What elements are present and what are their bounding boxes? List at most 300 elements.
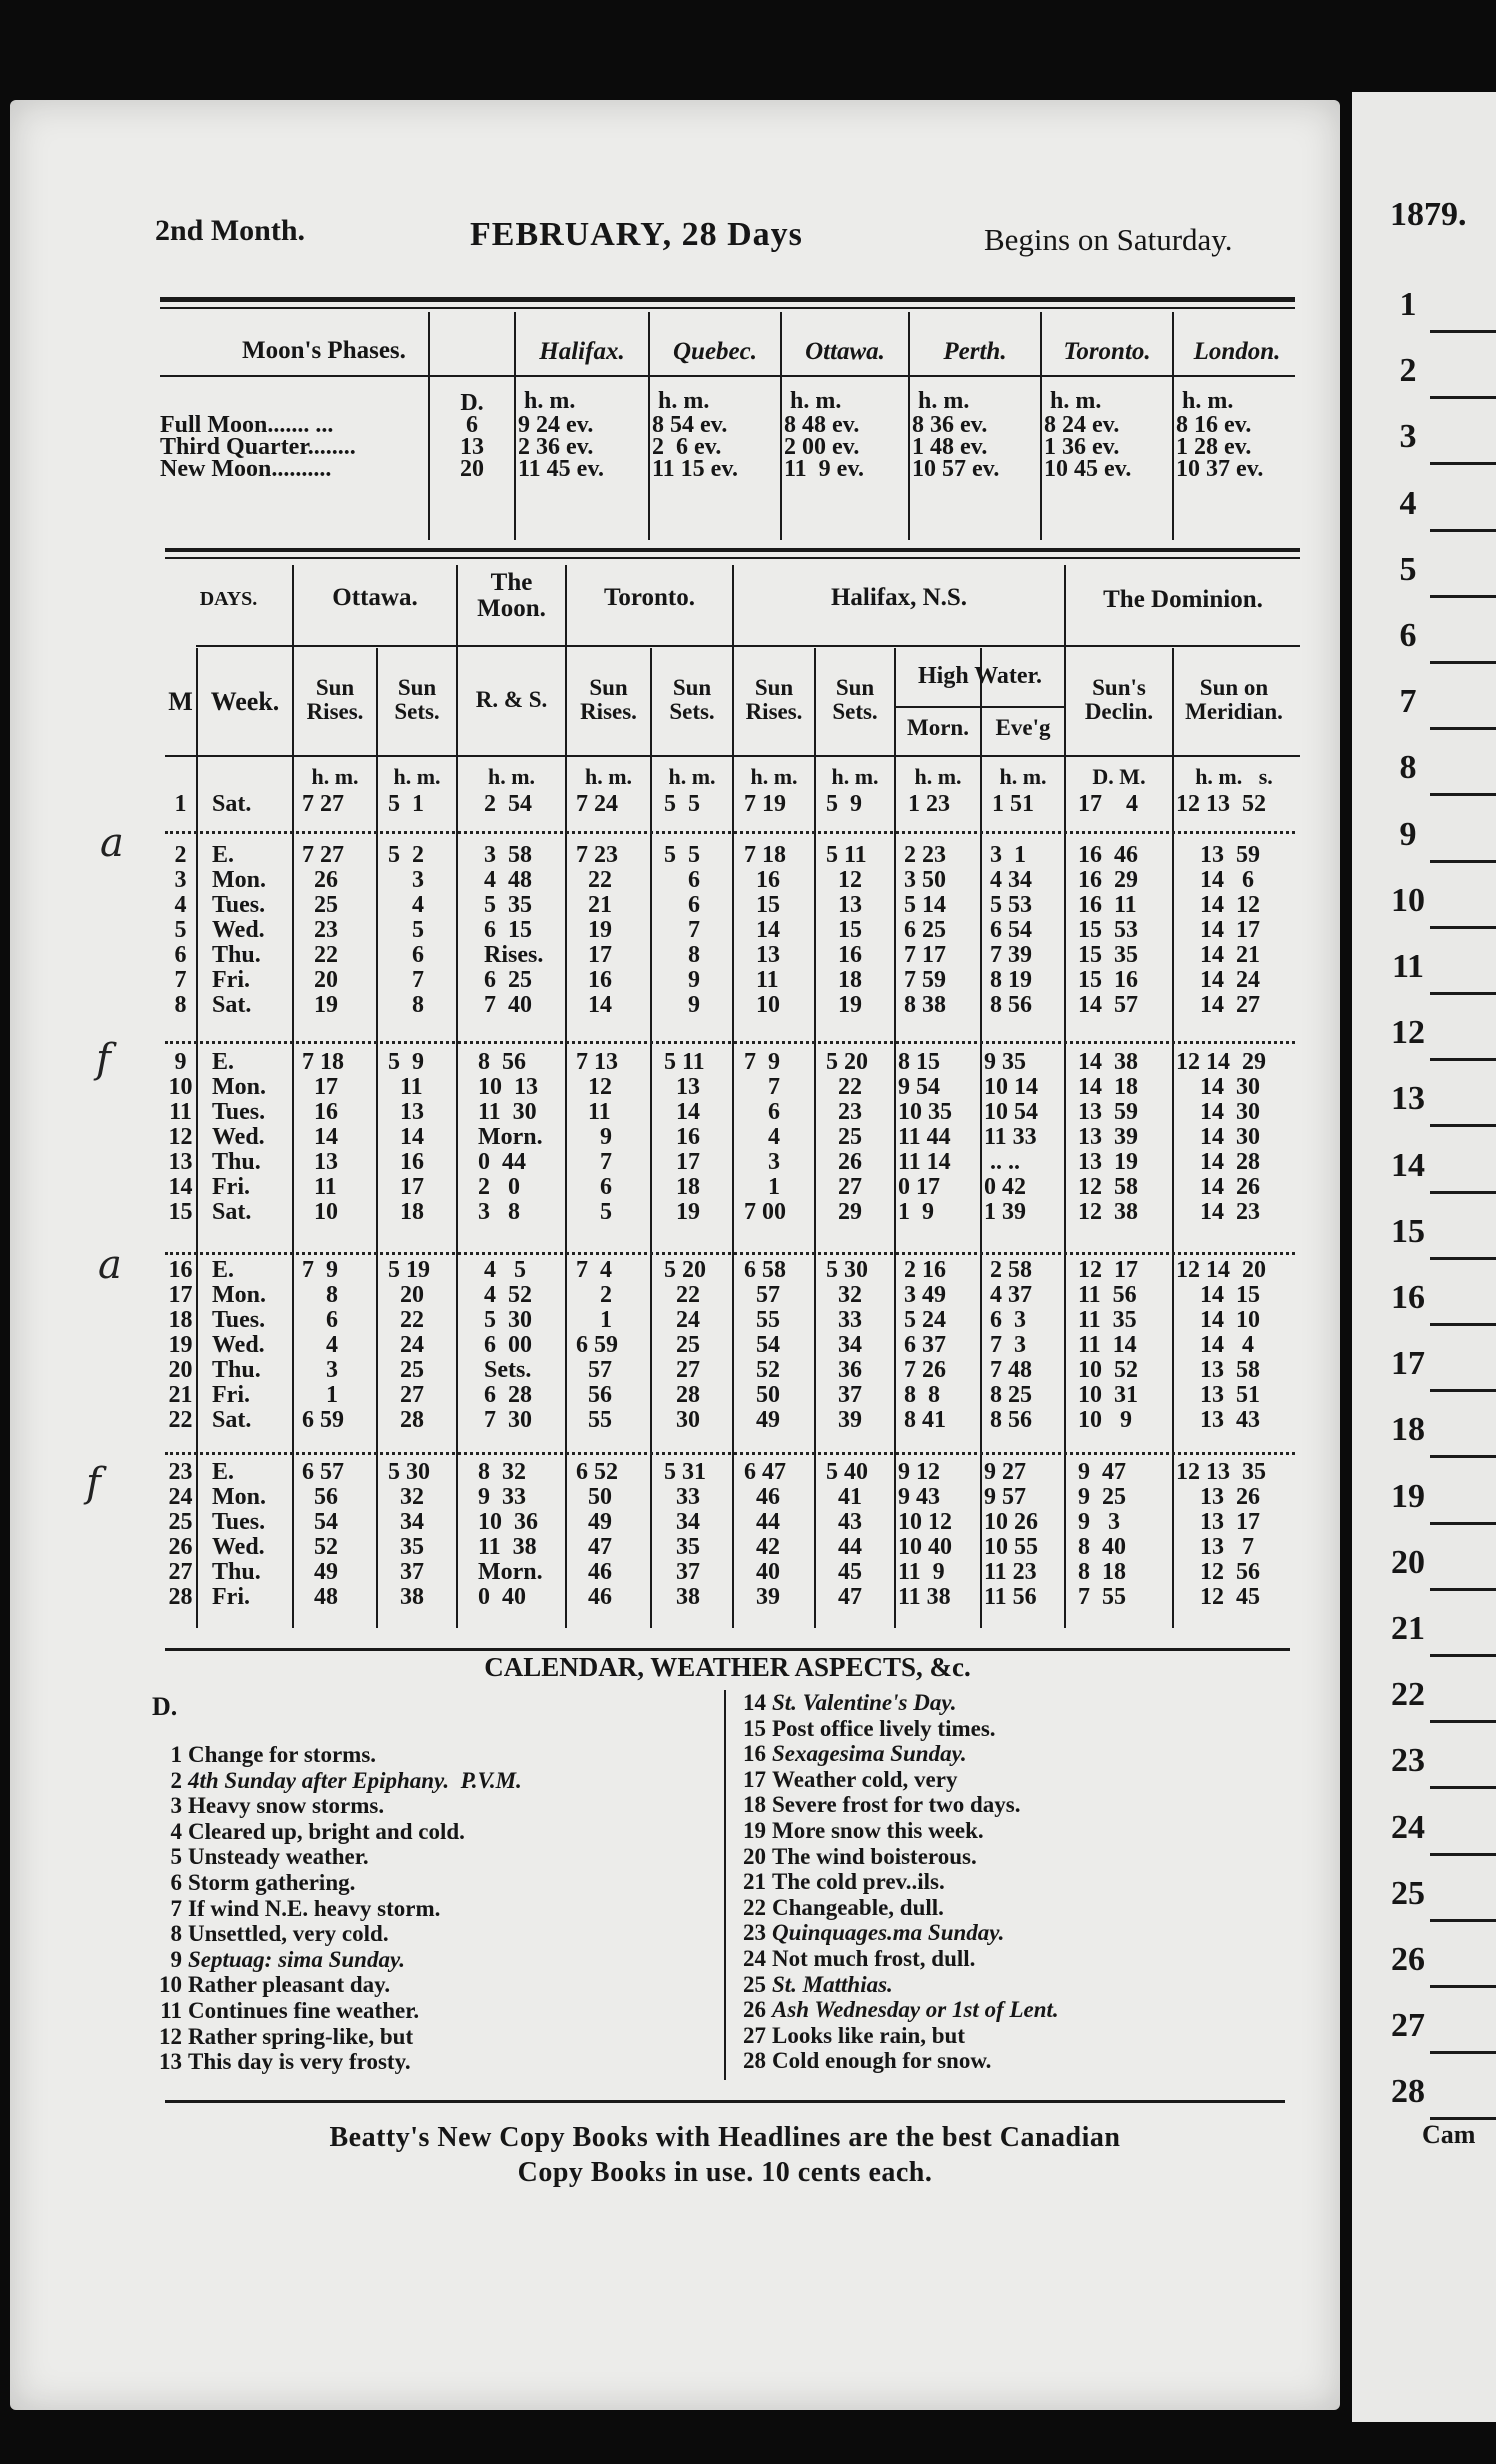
- calendar-entry: [736, 1895, 1296, 1921]
- calendar-entry: [152, 1921, 717, 1947]
- cell-tor-sets: 5 20 22 24 25 27 28 30: [664, 1257, 706, 1433]
- cell-ott-rises: 7 9 8 6 4 3 1 6 59: [302, 1257, 344, 1433]
- cell-declination: 9 47 9 25 9 3 8 40 8 18 7 55: [1078, 1459, 1126, 1610]
- phase-time: 8 36 ev.: [912, 412, 988, 438]
- month-label: 2nd Month.: [155, 214, 306, 247]
- col-m: M: [168, 687, 193, 716]
- facing-day-number: 23: [1391, 1742, 1425, 1780]
- calendar-day: 2: [170, 1767, 182, 1793]
- calendar-text: Weather cold, very: [772, 1766, 958, 1792]
- phase-city: Ottawa.: [805, 338, 885, 365]
- phase-time: 8 48 ev.: [784, 412, 860, 438]
- cell-hw-eveg: 9 35 10 14 10 54 11 33 .. .. 0 42 1 39: [984, 1049, 1038, 1225]
- facing-day-number: 1: [1399, 286, 1417, 323]
- day-unit: D.: [460, 390, 484, 416]
- calendar-day: 5: [170, 1844, 182, 1870]
- calendar-day: 6: [170, 1869, 182, 1895]
- unit: h. m.: [393, 764, 441, 789]
- cell-hw-morn: 2 16 3 49 5 24 6 37 7 26 8 8 8 41: [904, 1257, 946, 1433]
- cell-tor-rises: 7 24: [576, 791, 618, 817]
- unit: h. m. s.: [1195, 764, 1273, 789]
- facing-day-number: 2: [1399, 352, 1417, 390]
- phase-city: Perth.: [943, 338, 1007, 365]
- calendar-day: 23: [743, 1920, 766, 1946]
- phase-unit: h. m.: [918, 388, 970, 414]
- cell-day: 9 10 11 12 13 14 15: [168, 1049, 193, 1225]
- calendar-entry: [736, 2048, 1296, 2074]
- group-ottawa: Ottawa.: [332, 584, 418, 611]
- facing-rule: [1430, 1720, 1496, 1723]
- cell-moon: 2 54: [484, 791, 532, 817]
- phase-city: Quebec.: [673, 338, 757, 365]
- facing-rule: [1430, 992, 1496, 995]
- col-moon-rs: R. & S.: [475, 687, 548, 712]
- facing-rule: [1430, 1389, 1496, 1392]
- calendar-entry: [152, 1768, 717, 1794]
- cell-day: 23 24 25 26 27 28: [168, 1459, 193, 1610]
- calendar-entry: [736, 1818, 1296, 1844]
- facing-day-number: 27: [1391, 2007, 1425, 2045]
- col-hal-rises: Sun Rises.: [745, 675, 803, 724]
- facing-day-number: 8: [1399, 749, 1417, 787]
- phase-time: 8 16 ev.: [1176, 412, 1252, 438]
- facing-day-number: 26: [1391, 1941, 1425, 1978]
- cell-hw-morn: 8 15 9 54 10 35 11 44 11 14 0 17 1 9: [898, 1049, 952, 1225]
- rule: [165, 2100, 1285, 2103]
- facing-day-number: 16: [1391, 1279, 1425, 1316]
- group-dominion: The Dominion.: [1103, 586, 1263, 613]
- calendar-text: Quinquages.ma Sunday.: [772, 1920, 1005, 1946]
- cell-day: 2 3 4 5 6 7 8: [174, 842, 187, 1018]
- unit: h. m.: [914, 764, 962, 789]
- group-days: DAYS.: [199, 588, 258, 610]
- facing-rule: [1430, 1124, 1496, 1127]
- facing-footer: Cam: [1422, 2120, 1476, 2149]
- calendar-day: 12: [159, 2023, 182, 2049]
- phase-time: 1 28 ev.: [1176, 434, 1252, 460]
- cell-meridian: 13 59 14 6 14 12 14 17 14 21 14 24 14 27: [1200, 842, 1260, 1018]
- cell-meridian: 12 13 52: [1176, 791, 1266, 817]
- calendar-text: The wind boisterous.: [772, 1843, 977, 1869]
- facing-rule: [1430, 595, 1496, 598]
- phases-label: Moon's Phases.: [242, 337, 406, 364]
- facing-rule: [1430, 727, 1496, 730]
- phase-unit: h. m.: [1050, 388, 1102, 414]
- facing-day-number: 7: [1399, 683, 1417, 721]
- divider: [1172, 648, 1174, 1628]
- cell-meridian: 12 13 35 13 26 13 17 13 7 12 56 12 45: [1176, 1459, 1266, 1610]
- calendar-right: [736, 1690, 1296, 2074]
- cell-declination: 16 46 16 29 16 11 15 53 15 35 15 16 14 57: [1078, 842, 1138, 1018]
- unit: h. m.: [487, 764, 536, 789]
- cell-hw-morn: 2 23 3 50 5 14 6 25 7 17 7 59 8 38: [904, 842, 946, 1018]
- rule: [165, 1648, 1290, 1651]
- calendar-text: 4th Sunday after Epiphany. P.V.M.: [188, 1767, 522, 1793]
- phase-time: 2 36 ev.: [518, 434, 594, 460]
- phase-time: 10 57 ev.: [912, 456, 1000, 482]
- cell-ott-rises: 7 27: [302, 791, 344, 817]
- cell-declination: 12 17 11 56 11 35 11 14 10 52 10 31 10 9: [1078, 1257, 1138, 1433]
- calendar-text: Not much frost, dull.: [772, 1945, 976, 1971]
- divider: [456, 565, 458, 1628]
- calendar-text: Cold enough for snow.: [772, 2048, 992, 2074]
- cell-hw-morn: 9 12 9 43 10 12 10 40 11 9 11 38: [898, 1459, 952, 1610]
- calendar-text: Sexagesima Sunday.: [772, 1741, 967, 1767]
- cell-moon: 3 58 4 48 5 35 6 15 Rises. 6 25 7 40: [484, 842, 544, 1018]
- cell-tor-sets: 5 31 33 34 35 37 38: [664, 1459, 706, 1610]
- page-title: FEBRUARY, 28 Days: [470, 216, 803, 253]
- margin-note: a: [98, 1242, 122, 1288]
- facing-rule: [1430, 1588, 1496, 1591]
- cell-ott-rises: 7 27 26 25 23 22 20 19: [302, 842, 344, 1018]
- unit: h. m.: [999, 764, 1047, 789]
- col-high-water: High Water.: [917, 663, 1043, 689]
- cell-week: Sat.: [212, 791, 252, 817]
- calendar-text: Continues fine weather.: [188, 1997, 420, 2023]
- calendar-entry: [736, 2023, 1296, 2049]
- facing-day-number: 28: [1391, 2073, 1425, 2111]
- phase-time: 2 6 ev.: [652, 434, 722, 460]
- phase-unit: h. m.: [790, 388, 842, 414]
- divider: [565, 565, 567, 1628]
- unit: h. m.: [831, 764, 879, 789]
- facing-day-number: 14: [1391, 1146, 1425, 1184]
- col-ott-sets: Sun Sets.: [394, 675, 440, 724]
- cell-day: 1: [174, 791, 187, 817]
- group-halifax: Halifax, N.S.: [830, 584, 968, 611]
- phase-city: Halifax.: [539, 338, 625, 365]
- facing-day-number: 15: [1391, 1212, 1425, 1250]
- calendar-text: More snow this week.: [772, 1817, 984, 1843]
- calendar-d-label: D.: [152, 1692, 178, 1721]
- cell-hal-rises: 7 18 16 15 14 13 11 10: [744, 842, 786, 1018]
- group-moon: The Moon.: [477, 569, 546, 622]
- calendar-day: 27: [743, 2022, 766, 2048]
- cell-moon: 4 5 4 52 5 30 6 00 Sets. 6 28 7 30: [484, 1257, 532, 1433]
- cell-hw-eveg: 3 1 4 34 5 53 6 54 7 39 8 19 8 56: [990, 842, 1032, 1018]
- margin-note: f: [96, 1036, 111, 1082]
- divider: [732, 565, 734, 1628]
- cell-ott-sets: 5 9 11 13 14 16 17 18: [388, 1049, 424, 1225]
- calendar-day: 11: [160, 1997, 182, 2023]
- calendar-day: 22: [743, 1894, 766, 1920]
- dotted-separator: [165, 1041, 1295, 1044]
- calendar-entry: [736, 1767, 1296, 1793]
- cell-tor-rises: 7 23 22 21 19 17 16 14: [576, 842, 618, 1018]
- calendar-text: St. Matthias.: [772, 1971, 893, 1997]
- calendar-day: 4: [170, 1818, 182, 1844]
- rule: [165, 755, 1300, 757]
- calendar-day: 25: [743, 1971, 766, 1997]
- facing-rule: [1430, 1786, 1496, 1789]
- calendar-title: CALENDAR, WEATHER ASPECTS, &c.: [484, 1652, 971, 1682]
- calendar-text: Rather spring-like, but: [188, 2023, 414, 2049]
- col-hw-eveg: Eve'g: [995, 715, 1051, 740]
- col-hw-morn: Morn.: [907, 715, 969, 740]
- phase-city: Toronto.: [1063, 338, 1151, 365]
- facing-day-number: 24: [1391, 1808, 1425, 1846]
- calendar-day: 15: [743, 1715, 766, 1741]
- facing-day-number: 25: [1391, 1874, 1425, 1912]
- cell-tor-rises: 7 13 12 11 9 7 6 5: [576, 1049, 618, 1225]
- calendar-day: 14: [743, 1690, 766, 1715]
- calendar-text: Septuag: sima Sunday.: [188, 1946, 406, 1972]
- calendar-day: 17: [743, 1766, 766, 1792]
- begins-label: Begins on Saturday.: [984, 222, 1233, 257]
- facing-rule: [1430, 1853, 1496, 1856]
- unit: h. m.: [311, 764, 359, 789]
- phase-time: 10 45 ev.: [1044, 456, 1132, 482]
- divider: [894, 648, 896, 1628]
- calendar-entry: [152, 1998, 717, 2024]
- calendar-entry: [152, 1793, 717, 1819]
- calendar-entry: [152, 1742, 717, 1768]
- facing-day-number: 11: [1391, 948, 1425, 985]
- cell-ott-sets: 5 30 32 34 35 37 38: [388, 1459, 430, 1610]
- calendar-entry: [736, 1844, 1296, 1870]
- calendar-text: Cleared up, bright and cold.: [188, 1818, 465, 1844]
- calendar-entry: [152, 1819, 717, 1845]
- calendar-left: [152, 1742, 717, 2075]
- phase-name: New Moon..........: [160, 456, 332, 482]
- facing-rule: [1430, 462, 1496, 465]
- facing-rule: [1430, 396, 1496, 399]
- calendar-entry: [736, 1920, 1296, 1946]
- cell-moon: 8 32 9 33 10 36 11 38 Morn. 0 40: [478, 1459, 543, 1610]
- calendar-day: 24: [743, 1945, 766, 1971]
- cell-hal-rises: 6 58 57 55 54 52 50 49: [744, 1257, 786, 1433]
- cell-ott-sets: 5 19 20 22 24 25 27 28: [388, 1257, 430, 1433]
- phase-time: 10 37 ev.: [1176, 456, 1264, 482]
- cell-tor-rises: 6 52 50 49 47 46 46: [576, 1459, 618, 1610]
- rule: [894, 706, 1064, 708]
- cell-hw-eveg: 1 51: [992, 791, 1034, 817]
- calendar-entry: [152, 1870, 717, 1896]
- facing-rule: [1430, 2051, 1496, 2054]
- col-meridian: Sun on Meridian.: [1185, 675, 1283, 724]
- facing-day-number: 21: [1391, 1610, 1425, 1647]
- calendar-day: 18: [743, 1792, 766, 1818]
- calendar-entry: [152, 2049, 717, 2075]
- cell-hal-rises: 6 47 46 44 42 40 39: [744, 1459, 786, 1610]
- cell-hal-sets: 5 40 41 43 44 45 47: [826, 1459, 868, 1610]
- cell-ott-rises: 6 57 56 54 52 49 48: [302, 1459, 344, 1610]
- calendar-text: Rather pleasant day.: [188, 1972, 391, 1998]
- calendar-text: Storm gathering.: [188, 1869, 356, 1895]
- phase-name: Full Moon....... ...: [160, 412, 334, 438]
- facing-rule: [1430, 1919, 1496, 1922]
- facing-rule: [1430, 1522, 1496, 1525]
- year-label: 1879.: [1390, 196, 1467, 233]
- calendar-entry: [736, 1869, 1296, 1895]
- calendar-day: 1: [170, 1742, 182, 1767]
- calendar-text: Heavy snow storms.: [188, 1793, 385, 1819]
- cell-week: E. Mon. Tues. Wed. Thu. Fri. Sat.: [212, 842, 266, 1018]
- calendar-day: 8: [170, 1921, 182, 1947]
- cell-week: E. Mon. Tues. Wed. Thu. Fri. Sat.: [212, 1049, 266, 1225]
- unit: h. m.: [750, 764, 798, 789]
- calendar-day: 19: [743, 1817, 766, 1843]
- calendar-text: Unsettled, very cold.: [188, 1921, 389, 1947]
- calendar-entry: [736, 1946, 1296, 1972]
- divider: [724, 1690, 726, 2080]
- calendar-day: 9: [170, 1946, 182, 1972]
- phase-unit: h. m.: [524, 388, 576, 414]
- facing-rule: [1430, 1191, 1496, 1194]
- rule: [165, 548, 1300, 552]
- col-declination: Sun's Declin.: [1084, 675, 1154, 724]
- cell-hal-sets: 5 20 22 23 25 26 27 29: [826, 1049, 868, 1225]
- calendar-day: 10: [159, 1972, 182, 1998]
- cell-week: E. Mon. Tues. Wed. Thu. Fri. Sat.: [212, 1257, 266, 1433]
- calendar-text: Changeable, dull.: [772, 1894, 944, 1920]
- facing-rule: [1430, 1323, 1496, 1326]
- phase-time: 11 15 ev.: [652, 456, 739, 482]
- cell-ott-sets: 5 1: [388, 791, 424, 817]
- col-tor-sets: Sun Sets.: [669, 675, 715, 724]
- phase-day: 6: [466, 412, 478, 438]
- facing-day-number: 12: [1391, 1014, 1425, 1052]
- cell-declination: 17 4: [1078, 791, 1138, 817]
- facing-day-number: 18: [1391, 1411, 1425, 1449]
- facing-day-number: 10: [1391, 881, 1425, 919]
- unit: D. M.: [1092, 764, 1146, 789]
- calendar-entry: [152, 1896, 717, 1922]
- divider: [650, 648, 652, 1628]
- divider: [814, 648, 816, 1628]
- cell-hal-rises: 7 9 7 6 4 3 1 7 00: [744, 1049, 786, 1225]
- phase-name: Third Quarter........: [160, 434, 356, 460]
- facing-day-number: 17: [1391, 1345, 1425, 1383]
- calendar-text: The cold prev..ils.: [772, 1869, 945, 1895]
- calendar-text: Severe frost for two days.: [772, 1792, 1021, 1818]
- cell-hal-sets: 5 11 12 13 15 16 18 19: [826, 842, 867, 1018]
- phase-unit: h. m.: [658, 388, 710, 414]
- cell-week: E. Mon. Tues. Wed. Thu. Fri.: [212, 1459, 266, 1610]
- facing-day-number: 19: [1391, 1477, 1425, 1515]
- divider: [292, 565, 294, 1628]
- facing-rule: [1430, 330, 1496, 333]
- facing-day-number: 5: [1399, 550, 1417, 588]
- phase-time: 2 00 ev.: [784, 434, 860, 460]
- advert-line-2: Copy Books in use. 10 cents each.: [517, 2157, 933, 2188]
- calendar-entry: [152, 2024, 717, 2050]
- phase-time: 11 45 ev.: [518, 456, 605, 482]
- facing-rule: [1430, 926, 1496, 929]
- calendar-text: If wind N.E. heavy storm.: [188, 1895, 441, 1921]
- facing-day-number: 20: [1391, 1543, 1425, 1581]
- calendar-entry: [736, 1716, 1296, 1742]
- calendar-entry: [736, 1690, 1296, 1716]
- divider: [196, 648, 198, 1628]
- dotted-separator: [165, 831, 1295, 834]
- rule: [160, 375, 1295, 377]
- facing-rule: [1430, 1058, 1496, 1061]
- facing-rule: [1430, 1455, 1496, 1458]
- facing-rule: [1430, 1257, 1496, 1260]
- facing-rule: [1430, 1654, 1496, 1657]
- rule: [160, 297, 1295, 302]
- advert-line-1: Beatty's New Copy Books with Headlines are the best Canadian: [329, 2122, 1121, 2153]
- phase-day: 13: [460, 434, 484, 460]
- cell-hw-morn: 1 23: [908, 791, 950, 817]
- cell-hal-rises: 7 19: [744, 791, 786, 817]
- cell-ott-sets: 5 2 3 4 5 6 7 8: [388, 842, 424, 1018]
- rule: [196, 645, 1300, 647]
- margin-note: f: [86, 1460, 101, 1506]
- cell-day: 16 17 18 19 20 21 22: [168, 1257, 193, 1433]
- margin-note: a: [100, 820, 124, 866]
- dotted-separator: [165, 1452, 1295, 1455]
- calendar-day: 20: [743, 1843, 766, 1869]
- divider: [980, 648, 982, 1628]
- facing-day-number: 13: [1391, 1080, 1425, 1118]
- phase-time: 11 9 ev.: [784, 456, 865, 482]
- calendar-day: 16: [743, 1741, 766, 1767]
- calendar-text: Post office lively times.: [772, 1715, 996, 1741]
- calendar-text: Unsteady weather.: [188, 1844, 369, 1870]
- rule: [165, 557, 1300, 559]
- dotted-separator: [165, 1252, 1295, 1255]
- calendar-entry: [736, 1997, 1296, 2023]
- cell-hal-sets: 5 9: [826, 791, 862, 817]
- calendar-text: Change for storms.: [188, 1742, 377, 1767]
- calendar-entry: [736, 1792, 1296, 1818]
- calendar-day: 13: [159, 2049, 182, 2075]
- col-hal-sets: Sun Sets.: [832, 675, 878, 724]
- cell-ott-rises: 7 18 17 16 14 13 11 10: [302, 1049, 344, 1225]
- col-tor-rises: Sun Rises.: [580, 675, 637, 724]
- calendar-day: 26: [743, 1997, 766, 2023]
- cell-tor-rises: 7 4 2 1 6 59 57 56 55: [576, 1257, 618, 1433]
- calendar-entry: [152, 1947, 717, 1973]
- calendar-entry: [736, 1972, 1296, 1998]
- unit: h. m.: [584, 764, 633, 789]
- divider: [1064, 565, 1066, 1628]
- phase-city: London.: [1193, 338, 1281, 365]
- cell-hal-sets: 5 30 32 33 34 36 37 39: [826, 1257, 868, 1433]
- group-toronto: Toronto.: [603, 584, 695, 611]
- phase-unit: h. m.: [1182, 388, 1234, 414]
- calendar-entry: [152, 1972, 717, 1998]
- facing-rule: [1430, 1985, 1496, 1988]
- calendar-day: 28: [743, 2048, 766, 2074]
- facing-day-number: 3: [1399, 418, 1417, 456]
- phase-day: 20: [460, 456, 484, 482]
- cell-moon: 8 56 10 13 11 30 Morn. 0 44 2 0 3 8: [478, 1049, 543, 1225]
- facing-day-number: 22: [1391, 1676, 1425, 1714]
- cell-hw-eveg: 9 27 9 57 10 26 10 55 11 23 11 56: [984, 1459, 1038, 1610]
- calendar-day: 21: [743, 1869, 766, 1895]
- rule: [160, 307, 1295, 309]
- facing-day-number: 4: [1399, 484, 1417, 522]
- calendar-text: Ash Wednesday or 1st of Lent.: [772, 1997, 1059, 2023]
- col-week: Week.: [210, 687, 280, 716]
- facing-rule: [1430, 661, 1496, 664]
- calendar-day: 7: [170, 1895, 182, 1921]
- phase-time: 8 24 ev.: [1044, 412, 1120, 438]
- calendar-entry: [152, 1844, 717, 1870]
- calendar-text: This day is very frosty.: [188, 2049, 411, 2075]
- facing-rule: [1430, 529, 1496, 532]
- facing-rule: [1430, 860, 1496, 863]
- phase-time: 1 48 ev.: [912, 434, 988, 460]
- cell-declination: 14 38 14 18 13 59 13 39 13 19 12 58 12 38: [1078, 1049, 1138, 1225]
- cell-tor-sets: 5 5: [664, 791, 700, 817]
- calendar-day: 3: [170, 1793, 182, 1819]
- cell-meridian: 12 14 20 14 15 14 10 14 4 13 58 13 51 13 43: [1176, 1257, 1266, 1433]
- calendar-text: St. Valentine's Day.: [772, 1690, 957, 1715]
